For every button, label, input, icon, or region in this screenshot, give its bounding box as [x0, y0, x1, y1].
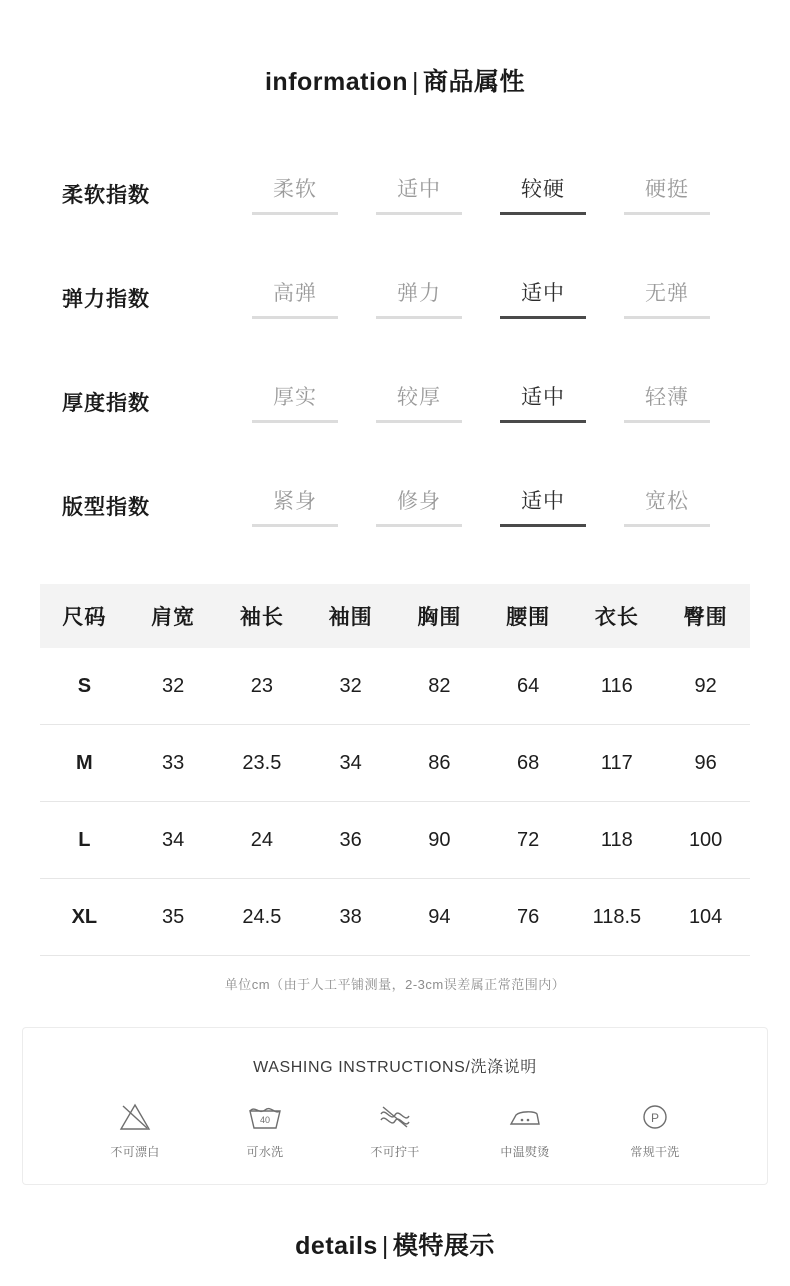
attribute-option-label: 适中 [521, 386, 565, 409]
iron-medium-icon [483, 1097, 567, 1137]
attribute-options [252, 381, 728, 423]
information-heading-separator: | [411, 68, 419, 96]
attribute-option[interactable] [624, 485, 710, 527]
svg-text:40: 40 [259, 1115, 271, 1125]
table-cell: 68 [484, 725, 573, 802]
table-cell: 116 [573, 648, 662, 725]
attribute-option[interactable] [624, 381, 710, 423]
attribute-option-label: 适中 [397, 178, 441, 201]
attribute-option-label: 适中 [521, 282, 565, 305]
table-cell: 23.5 [218, 725, 307, 802]
attribute-option[interactable] [624, 277, 710, 319]
washing-item [353, 1097, 437, 1160]
table-header-cell: 胸围 [395, 584, 484, 648]
washing-item-caption: 中温熨烫 [500, 1145, 550, 1159]
table-cell: 34 [306, 725, 395, 802]
attribute-option[interactable] [252, 485, 338, 527]
attribute-options [252, 485, 728, 527]
washing-item [613, 1097, 697, 1160]
attribute-option-bar [252, 212, 338, 215]
washing-item [93, 1097, 177, 1160]
washing-item [483, 1097, 567, 1160]
table-header-cell: 衣长 [573, 584, 662, 648]
attribute-option-label: 宽松 [645, 490, 689, 513]
information-heading-cn: 商品属性 [422, 68, 525, 96]
attribute-option[interactable] [252, 381, 338, 423]
table-cell: 82 [395, 648, 484, 725]
attribute-option[interactable] [252, 277, 338, 319]
attribute-option-bar [624, 316, 710, 319]
washing-icon-list [23, 1097, 767, 1160]
table-cell: 76 [484, 879, 573, 956]
attribute-option-label: 硬挺 [645, 178, 689, 201]
table-cell: 35 [129, 879, 218, 956]
attribute-options [252, 277, 728, 319]
attribute-option-bar [376, 524, 462, 527]
attribute-option-bar [376, 316, 462, 319]
table-cell: 36 [306, 802, 395, 879]
attribute-index-list [0, 142, 790, 558]
attribute-option-label: 高弹 [273, 282, 317, 305]
no-bleach-icon [93, 1097, 177, 1137]
attribute-option[interactable] [376, 485, 462, 527]
attribute-options [252, 173, 728, 215]
attribute-label: 版型指数 [62, 496, 150, 519]
details-heading-en: details [295, 1232, 378, 1260]
attribute-option[interactable] [252, 173, 338, 215]
attribute-option-bar [624, 212, 710, 215]
table-row [40, 725, 750, 802]
table-cell: 32 [129, 648, 218, 725]
attribute-option-bar [500, 420, 586, 423]
table-cell: 104 [661, 879, 750, 956]
information-heading [0, 0, 790, 98]
machine-wash-40-icon [223, 1097, 307, 1137]
table-header-cell: 尺码 [40, 584, 129, 648]
svg-text:P: P [650, 1111, 660, 1125]
details-heading-cn: 模特展示 [392, 1232, 495, 1260]
attribute-option-bar [252, 316, 338, 319]
table-cell: 94 [395, 879, 484, 956]
size-table-section [40, 584, 750, 993]
attribute-row-fit [62, 454, 728, 558]
attribute-option-bar [252, 420, 338, 423]
washing-item-caption: 不可拧干 [370, 1145, 420, 1159]
table-cell-size: M [40, 725, 129, 802]
attribute-option-bar [376, 212, 462, 215]
attribute-option-bar [500, 212, 586, 215]
washing-item [223, 1097, 307, 1160]
table-cell: 118 [573, 802, 662, 879]
washing-instructions-panel [22, 1027, 768, 1185]
no-wring-icon [353, 1097, 437, 1137]
table-cell: 90 [395, 802, 484, 879]
attribute-label: 弹力指数 [62, 288, 150, 311]
washing-instructions-title: WASHING INSTRUCTIONS/洗涤说明 [253, 1059, 537, 1076]
washing-item-caption: 不可漂白 [110, 1145, 160, 1159]
attribute-option-label: 轻薄 [645, 386, 689, 409]
attribute-option-bar [500, 316, 586, 319]
attribute-option-bar [624, 420, 710, 423]
attribute-option-label: 厚实 [273, 386, 317, 409]
table-cell: 64 [484, 648, 573, 725]
table-cell: 92 [661, 648, 750, 725]
attribute-option-label: 紧身 [273, 490, 317, 513]
table-cell-size: S [40, 648, 129, 725]
table-cell: 24.5 [218, 879, 307, 956]
information-heading-en: information [264, 68, 408, 96]
table-row [40, 879, 750, 956]
table-header-cell: 肩宽 [129, 584, 218, 648]
table-cell: 86 [395, 725, 484, 802]
table-cell: 118.5 [573, 879, 662, 956]
details-heading-separator: | [381, 1232, 389, 1260]
table-row [40, 648, 750, 725]
attribute-label: 厚度指数 [62, 392, 150, 415]
attribute-option-label: 修身 [397, 490, 441, 513]
table-cell: 38 [306, 879, 395, 956]
attribute-option-label: 较厚 [397, 386, 441, 409]
table-header-cell: 腰围 [484, 584, 573, 648]
attribute-option[interactable] [376, 381, 462, 423]
table-header-cell: 袖长 [218, 584, 307, 648]
attribute-row-softness [62, 142, 728, 246]
table-header-row [40, 584, 750, 648]
table-cell: 117 [573, 725, 662, 802]
attribute-option-label: 弹力 [397, 282, 441, 305]
table-cell-size: XL [40, 879, 129, 956]
dry-clean-icon [613, 1097, 697, 1137]
table-cell-size: L [40, 802, 129, 879]
attribute-option-bar [624, 524, 710, 527]
table-cell: 100 [661, 802, 750, 879]
attribute-option-label: 柔软 [273, 178, 317, 201]
washing-item-caption: 可水洗 [246, 1145, 284, 1159]
attribute-option-bar [252, 524, 338, 527]
attribute-option-bar [500, 524, 586, 527]
attribute-option[interactable] [500, 485, 586, 527]
table-header-cell: 袖围 [306, 584, 395, 648]
attribute-option-label: 无弹 [645, 282, 689, 305]
attribute-option[interactable] [376, 173, 462, 215]
attribute-option[interactable] [500, 277, 586, 319]
details-heading [0, 1226, 790, 1262]
table-cell: 33 [129, 725, 218, 802]
table-cell: 32 [306, 648, 395, 725]
size-table [40, 584, 750, 956]
size-table-note: 单位cm（由于人工平铺测量，2-3cm误差属正常范围内） [224, 977, 566, 992]
attribute-row-elasticity [62, 246, 728, 350]
table-cell: 34 [129, 802, 218, 879]
attribute-option[interactable] [624, 173, 710, 215]
attribute-option-bar [376, 420, 462, 423]
attribute-option-label: 适中 [521, 490, 565, 513]
attribute-label: 柔软指数 [62, 184, 150, 207]
table-row [40, 802, 750, 879]
table-cell: 72 [484, 802, 573, 879]
table-cell: 24 [218, 802, 307, 879]
table-cell: 23 [218, 648, 307, 725]
table-cell: 96 [661, 725, 750, 802]
attribute-option[interactable] [500, 173, 586, 215]
washing-item-caption: 常规干洗 [630, 1145, 680, 1159]
attribute-row-thickness [62, 350, 728, 454]
table-header-cell: 臀围 [661, 584, 750, 648]
attribute-option[interactable] [500, 381, 586, 423]
attribute-option-label: 较硬 [521, 178, 565, 201]
attribute-option[interactable] [376, 277, 462, 319]
